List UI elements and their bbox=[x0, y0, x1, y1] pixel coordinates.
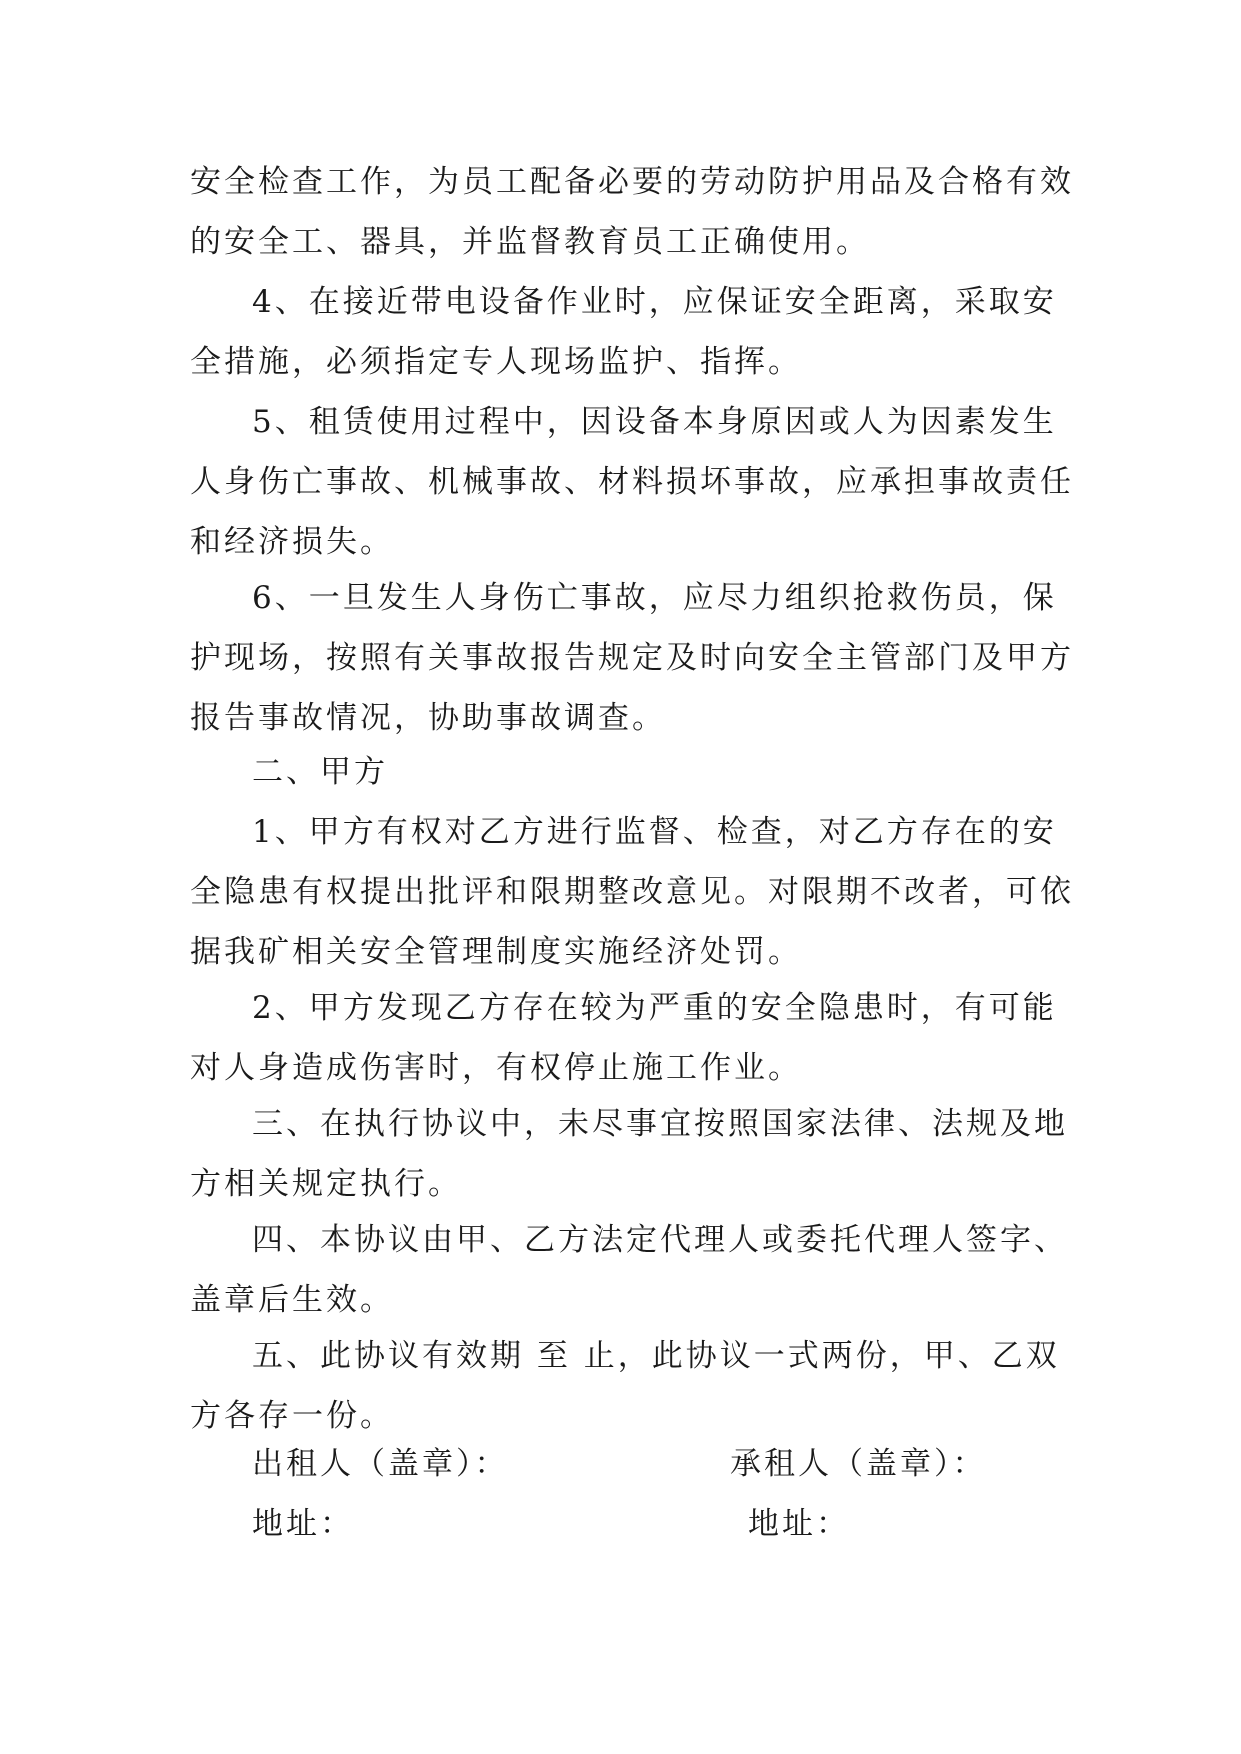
paragraph-section-five bbox=[190, 1326, 1060, 1446]
text-line: 6、一旦发生人身伤亡事故，应尽力组织抢救伤员，保 bbox=[252, 580, 1057, 616]
paragraph-party-a-item-1 bbox=[190, 802, 1074, 982]
paragraph-section-four bbox=[190, 1210, 1068, 1330]
text-line: 据我矿相关安全管理制度实施经济处罚。 bbox=[190, 934, 802, 970]
text-line: 人身伤亡事故、机械事故、材料损坏事故，应承担事故责任 bbox=[190, 464, 1074, 500]
section-heading: 二、甲方 bbox=[252, 754, 388, 790]
paragraph-party-a-item-2 bbox=[190, 978, 1057, 1098]
lessee-address-label: 地址： bbox=[748, 1506, 850, 1542]
text-line: 全措施，必须指定专人现场监护、指挥。 bbox=[190, 344, 802, 380]
text-line: 方各存一份。 bbox=[190, 1398, 394, 1434]
lessee-signature-label: 承租人（盖章）： bbox=[730, 1446, 987, 1482]
text-line: 安全检查工作，为员工配备必要的劳动防护用品及合格有效 bbox=[190, 164, 1074, 200]
text-line: 1、甲方有权对乙方进行监督、检查，对乙方存在的安 bbox=[252, 814, 1057, 850]
text-line: 四、本协议由甲、乙方法定代理人或委托代理人签字、 bbox=[252, 1222, 1068, 1258]
text-line: 2、甲方发现乙方存在较为严重的安全隐患时，有可能 bbox=[252, 990, 1057, 1026]
text-line: 五、此协议有效期 至 止，此协议一式两份，甲、乙双 bbox=[252, 1338, 1060, 1374]
lessor-signature-label: 出租人（盖章）： bbox=[252, 1446, 509, 1482]
text-line: 护现场，按照有关事故报告规定及时向安全主管部门及甲方 bbox=[190, 640, 1074, 676]
paragraph-item-4 bbox=[190, 272, 1057, 392]
text-line: 和经济损失。 bbox=[190, 524, 394, 560]
paragraph-continuation bbox=[190, 152, 1074, 272]
paragraph-section-three bbox=[190, 1094, 1068, 1214]
text-line: 三、在执行协议中，未尽事宜按照国家法律、法规及地 bbox=[252, 1106, 1068, 1142]
text-line: 全隐患有权提出批评和限期整改意见。对限期不改者，可依 bbox=[190, 874, 1074, 910]
section-heading-party-a bbox=[190, 742, 1050, 802]
paragraph-item-6 bbox=[190, 568, 1074, 748]
text-line: 报告事故情况，协助事故调查。 bbox=[190, 700, 666, 736]
text-line: 盖章后生效。 bbox=[190, 1282, 394, 1318]
text-line: 对人身造成伤害时，有权停止施工作业。 bbox=[190, 1050, 802, 1086]
paragraph-item-5 bbox=[190, 392, 1074, 572]
text-line: 5、租赁使用过程中，因设备本身原因或人为因素发生 bbox=[252, 404, 1057, 440]
text-line: 的安全工、器具，并监督教育员工正确使用。 bbox=[190, 224, 870, 260]
text-line: 4、在接近带电设备作业时，应保证安全距离，采取安 bbox=[252, 284, 1057, 320]
lessor-address-label: 地址： bbox=[252, 1506, 354, 1542]
text-line: 方相关规定执行。 bbox=[190, 1166, 462, 1202]
